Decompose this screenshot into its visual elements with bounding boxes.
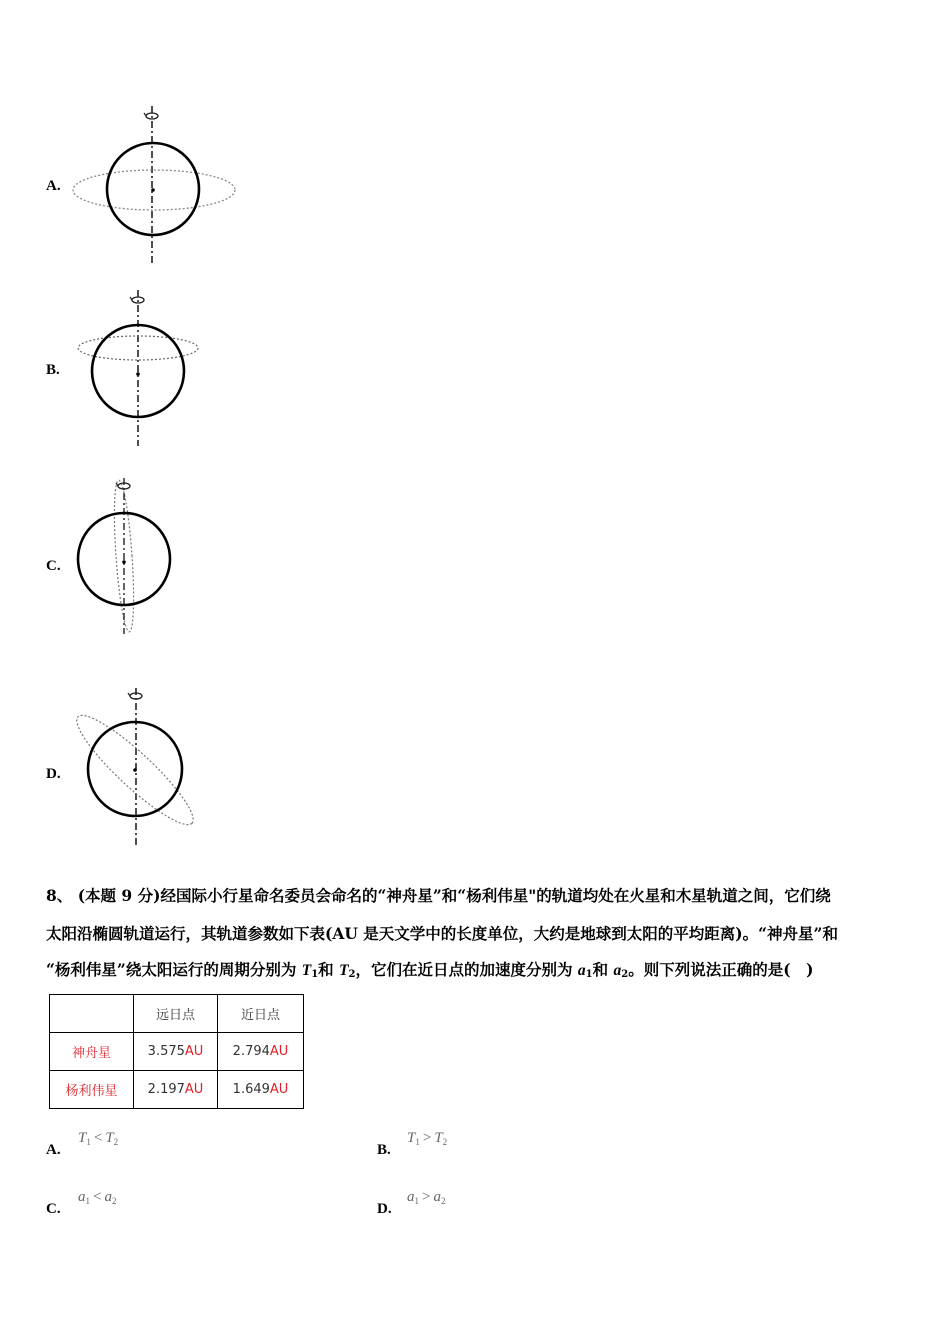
option-a-letter: A.: [46, 178, 61, 194]
answer-d-letter: D.: [377, 1201, 392, 1217]
table-row: [50, 1071, 304, 1109]
answer-c-letter: C.: [46, 1201, 61, 1217]
question-line-1: 8、 (本题 9 分)经国际小行星命名委员会命名的“神舟星”和“杨利伟星"的轨道均处在火星和木星轨道之间，它们绕: [46, 886, 831, 905]
table-header-cell: [50, 995, 134, 1033]
question-number: 8、: [46, 886, 73, 905]
perihelion-cell: 1.649AU: [218, 1071, 304, 1109]
asteroid-name: 神舟星: [50, 1033, 134, 1071]
planet-polar-ring-icon: [70, 474, 180, 639]
option-c-letter: C.: [46, 558, 61, 574]
question-line-3: “杨利伟星”绕太阳运行的周期分别为 $T_1$和 $T_2$，它们在近日点的加速度分别为 $a_1$和 $a_2$。则下列说法正确的是( ): [46, 960, 814, 980]
question-points: (本题 9 分): [77, 886, 161, 905]
table-header-row: [50, 995, 304, 1033]
perihelion-cell: 2.794AU: [218, 1033, 304, 1071]
answer-d-formula: $a_1 > a_2$: [407, 1189, 446, 1206]
planet-upper-ring-icon: [72, 288, 207, 450]
table-header-cell: 远日点: [134, 995, 218, 1033]
planet-equatorial-ring-icon: [68, 104, 243, 269]
orbit-parameter-table: [49, 994, 304, 1109]
table-header-cell: 近日点: [218, 995, 304, 1033]
option-b-letter: B.: [46, 362, 60, 378]
aphelion-cell: 3.575AU: [134, 1033, 218, 1071]
aphelion-cell: 2.197AU: [134, 1071, 218, 1109]
answer-c-formula: $a_1 < a_2$: [78, 1189, 117, 1206]
option-d-letter: D.: [46, 766, 61, 782]
question-line-2: 太阳沿椭圆轨道运行，其轨道参数如下表(AU 是天文学中的长度单位，大约是地球到太阳的平均距离)。“神舟星”和: [46, 924, 838, 943]
answer-b-letter: B.: [377, 1142, 391, 1158]
table-row: [50, 1033, 304, 1071]
answer-b-formula: $T_1 > T_2$: [407, 1130, 448, 1147]
planet-tilted-ring-icon: [74, 684, 199, 849]
answer-a-formula: $T_1 < T_2$: [78, 1130, 119, 1147]
answer-a-letter: A.: [46, 1142, 61, 1158]
asteroid-name: 杨利伟星: [50, 1071, 134, 1109]
